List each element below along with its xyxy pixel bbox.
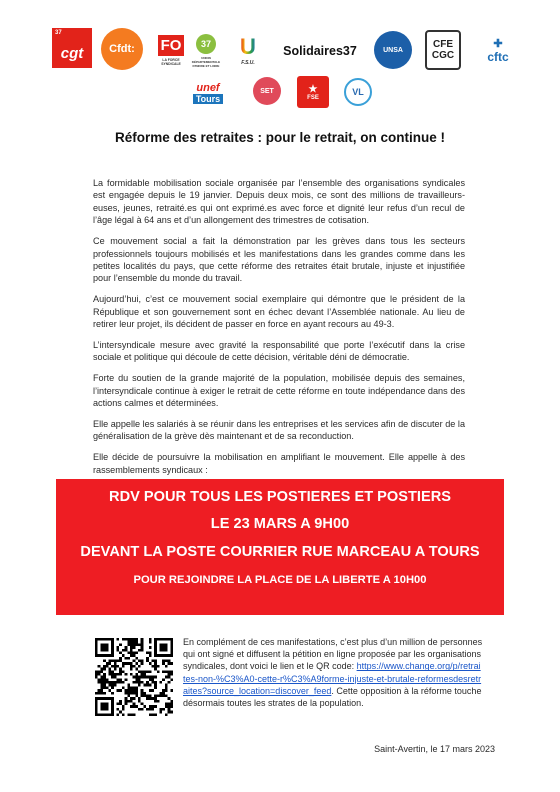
fsu-text: F.S.U.	[241, 60, 255, 66]
cfdt-text: Cfdt:	[109, 43, 135, 55]
cgt-text: cgt	[60, 44, 84, 62]
unsa-logo	[374, 31, 412, 69]
paragraph: Elle appelle les salariés à se réunir dans les entreprises et les services afin de discuter de la généralisation de la grève dès maintenant et de sa reconduction.	[93, 419, 465, 442]
fsu-logo	[235, 30, 261, 70]
signature-date: Saint-Avertin, le 17 mars 2023	[374, 744, 495, 754]
body-text	[93, 177, 465, 485]
fse-star-icon: ★	[308, 83, 318, 95]
union-logos	[0, 0, 560, 120]
set-text: SET	[260, 87, 274, 95]
fo-logo	[158, 30, 184, 70]
unsa-text: UNSA	[383, 46, 403, 54]
cfe-text: CFE	[433, 39, 453, 50]
rdv-banner	[56, 479, 504, 615]
cgc-text: CGC	[431, 50, 455, 61]
petition-outro: . Cette opposition à la réforme touche désormais toutes les strates de la population.	[183, 685, 482, 709]
cfdt-logo	[101, 28, 143, 70]
rdv-line-1: RDV POUR TOUS LES POSTIERES ET POSTIERS	[109, 489, 451, 505]
solidaires-num: 37	[342, 44, 357, 58]
cgt-logo	[52, 28, 92, 68]
fo37-sub: UNION DÉPARTEMENTALE D'INDRE ET LOIRE	[191, 56, 221, 68]
rdv-line-2: LE 23 MARS A 9H00	[210, 516, 350, 532]
cgt-num: 37	[55, 30, 62, 36]
vl-logo	[344, 78, 372, 106]
paragraph: L’intersyndicale mesure avec gravité la responsabilité que porte l’exécutif dans la crise sociale et politique qui découle de cette décision, véritable déni de démocratie.	[93, 339, 465, 363]
fo-sub: LA FORCE SYNDICALE	[161, 57, 181, 66]
fo37-logo	[190, 32, 222, 70]
cfe-cgc-logo	[425, 30, 461, 70]
fsu-u: U	[240, 34, 256, 59]
solidaires-logo	[278, 40, 362, 62]
rdv-line-4: POUR REJOINDRE LA PLACE DE LA LIBERTE A 10H00	[133, 574, 427, 586]
petition-link[interactable]: https://www.change.org/p/retraites-non-%C3%A0-cette-r%C3%A9forme-injuste-et-brutale-reformesdesretraites?source_location=discover_feed	[183, 661, 482, 696]
fo37-badge	[196, 34, 216, 54]
paragraph: Ce mouvement social a fait la démonstration par les grèves dans tous les secteurs professionnels toujours mobilisés et les manifestations dans les grandes comme dans les petites localités du pays, que cette réforme des retraites était brutale, injuste et injustifiée pour l’ensemble du monde du travail.	[93, 236, 465, 284]
page-title: Réforme des retraites : pour le retrait, on continue !	[114, 130, 446, 145]
unef-tours: Tours	[193, 94, 223, 104]
cftc-logo	[478, 33, 518, 67]
set-logo	[253, 77, 281, 105]
rdv-line-3: DEVANT LA POSTE COURRIER RUE MARCEAU A TOURS	[80, 544, 480, 560]
petition-intro: En complément de ces manifestations, c’est plus d’un million de personnes qui ont signé et diffusent la pétition en ligne proposée par les organisations syndicales, dont voici le lien et le QR code:	[183, 637, 483, 672]
cftc-bird-icon: ✚	[493, 37, 503, 50]
fo-text: FO	[158, 35, 185, 56]
unef-text: unef	[196, 82, 220, 94]
fo37-num: 37	[200, 39, 211, 49]
qr-code[interactable]	[95, 638, 173, 716]
paragraph: Forte du soutien de la grande majorité de la population, mobilisée depuis des semaines, l’intersyndicale continue à exiger le retrait de cette réforme en toute indépendance dans des actions calmes et déterminées.	[93, 373, 465, 409]
paragraph: La formidable mobilisation sociale organisée par l’ensemble des organisations syndicales est engagée depuis le 19 janvier. Depuis deux mois, ce sont des millions de travailleurs-euses, jeunes, retraité.es qui ont exprimé.es avec force et dignité leur refus d’un recul de l’âge légal à 64 ans et d’un allongement des trimestres de cotisation.	[93, 178, 465, 226]
unef-logo	[183, 76, 233, 110]
cftc-text: cftc	[487, 49, 509, 64]
petition-text	[183, 636, 483, 709]
paragraph: Aujourd’hui, c’est ce mouvement social exemplaire qui démontre que le président de la République et son gouvernement sont en échec devant l’Assemblée nationale. Au lieu de retirer leur projet, ils décident de passer en force en ayant recours au 49-3.	[93, 294, 465, 330]
paragraph: Elle décide de poursuivre la mobilisation en amplifiant le mouvement. Elle appelle à des rassemblements syndicaux :	[93, 452, 465, 475]
fse-text: FSE	[307, 94, 319, 101]
fse-logo	[297, 76, 329, 108]
vl-text: VL	[352, 87, 364, 97]
solidaires-text: Solidaires	[283, 44, 343, 58]
